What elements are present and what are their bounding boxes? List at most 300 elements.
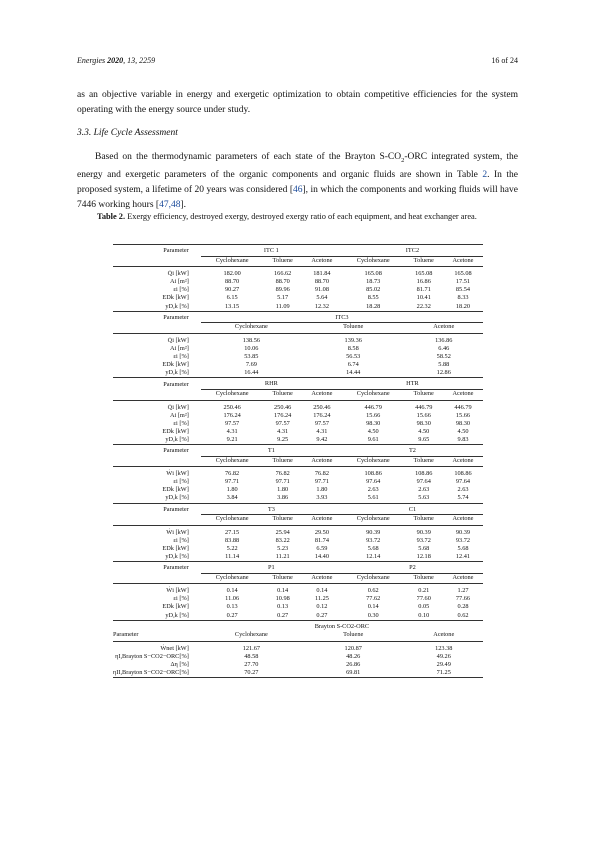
data-cell: 83.22 [275,536,290,544]
data-cell: 9.21 [201,436,264,445]
results-table [113,244,483,678]
table-row [113,620,483,631]
data-cell: 29.50 [314,528,329,536]
group-header: T2 [342,444,483,456]
fluid-header: Toluene [405,573,443,584]
data-cell: 93.72 [366,536,381,544]
data-cell: 5.17 [277,294,289,302]
data-cell: 97.64 [455,478,471,486]
fluid-header: Toluene [263,256,301,267]
data-cell: 48.58 [244,652,259,660]
param-header [113,620,201,631]
data-cell: 25.94 [275,528,290,536]
table-row [113,587,483,595]
table-row [113,503,483,515]
fluid-header: Acetone [443,389,483,400]
fluid-header: Acetone [302,389,342,400]
data-cell: 98.30 [416,419,431,427]
data-cell: 97.57 [314,419,329,427]
table-caption: Table 2. Exergy efficiency, destroyed exergy, destroyed exergy ratio of each equipment, and heat exchanger area. [97,212,477,221]
group-header: RHR [201,378,342,390]
row-label: EDk [kW] [162,603,189,611]
data-cell: 76.82 [225,470,240,478]
data-cell: 76.82 [314,470,329,478]
table-row [113,311,483,323]
data-cell: 4.50 [418,427,430,435]
data-cell: 165.08 [454,270,472,278]
fluid-header: Toluene [302,323,405,334]
data-cell: 4.50 [367,427,379,435]
data-cell: 108.86 [364,470,382,478]
data-cell: 12.86 [405,369,483,378]
data-cell: 12.18 [405,553,443,562]
data-cell: 90.39 [416,528,431,536]
fluid-header: Toluene [263,573,301,584]
table-row [113,428,483,436]
data-cell: 10.41 [416,294,431,302]
table-row [113,470,483,478]
data-cell: 136.86 [435,336,453,344]
data-cell: 9.61 [342,436,405,445]
data-cell: 14.40 [302,553,342,562]
data-cell: 69.81 [302,669,405,678]
data-cell: 1.80 [226,486,238,494]
data-cell: 176.24 [313,411,331,419]
data-cell: 446.79 [454,403,472,411]
table-cell [113,515,201,526]
row-label: εi [%] [173,353,189,361]
data-cell: 120.87 [344,644,362,652]
fluid-header: Acetone [405,631,483,641]
fluid-header: Toluene [302,631,405,641]
data-cell: 8.33 [457,294,469,302]
data-cell: 9.42 [302,436,342,445]
data-cell: 0.28 [457,603,469,611]
param-header: Parameter [163,564,189,572]
data-cell: 89.96 [275,286,290,294]
data-cell: 166.62 [274,270,292,278]
fluid-header: Toluene [263,515,301,526]
row-label: ηII,Brayton S−CO2−ORC[%] [113,669,201,678]
data-cell: 10.06 [244,344,259,352]
table-row [113,553,483,562]
fluid-header: Acetone [443,256,483,267]
body-paragraph: Based on the thermodynamic parameters of each state of the Brayton $S-CO_2$-ORC integrated system, the energy and exergetic parameters of the organic components and organic fluids are shown in Table 2. In the proposed system, a lifetime of 20 years was considered [46], in which the components and working fluids will have 7446 working hours [47,48]. [77,152,518,210]
fluid-header: Cyclohexane [201,323,302,334]
data-cell: 5.64 [316,294,328,302]
data-cell: 77.62 [366,595,381,603]
data-cell: 22.32 [405,303,443,312]
table-row [113,669,483,678]
data-cell: 5.63 [405,494,443,503]
fluid-header: Cyclohexane [201,631,302,641]
data-cell: 97.57 [275,419,290,427]
row-label: yD,k [%] [113,494,201,503]
data-cell: 5.68 [418,544,430,552]
table-row [113,494,483,503]
data-cell: 83.88 [225,536,240,544]
row-label: EDk [kW] [162,544,189,552]
data-cell: 85.02 [366,286,381,294]
data-cell: 6.46 [438,344,450,352]
data-cell: 5.68 [457,544,469,552]
fluid-header: Acetone [302,256,342,267]
fluid-header: Toluene [405,456,443,467]
param-header: Parameter [163,447,189,455]
data-cell: 98.30 [455,419,471,427]
data-cell: 0.14 [367,603,379,611]
data-cell: 4.31 [316,427,328,435]
data-cell: 29.49 [436,661,451,669]
row-label: Q̇i [kW] [167,270,189,278]
data-cell: 91.08 [314,286,329,294]
row-label: yD,k [%] [113,369,201,378]
table-cell [113,573,201,584]
group-header: C1 [342,503,483,515]
table-row [113,420,483,428]
data-cell: 11.25 [314,595,329,603]
fluid-header: Acetone [405,323,483,334]
data-cell: 88.70 [275,278,290,286]
data-cell: 17.51 [455,278,471,286]
data-cell: 0.14 [316,587,328,595]
table-row [113,653,483,661]
data-cell: 5.74 [443,494,483,503]
data-cell: 165.08 [364,270,382,278]
table-row [113,645,483,653]
data-cell: 5.68 [367,544,379,552]
data-cell: 1.80 [277,486,289,494]
data-cell: 0.13 [226,603,238,611]
group-header: ITC3 [201,311,483,323]
group-header: Brayton S-CO2-ORC [314,622,370,630]
group-header: HTR [342,378,483,390]
table-row [113,661,483,669]
row-label: Q̇i [kW] [167,403,189,411]
fluid-header: Cyclohexane [201,515,264,526]
data-cell: 88.70 [314,278,329,286]
table-row [113,545,483,553]
data-cell: 446.79 [364,403,382,411]
group-header: T3 [201,503,342,515]
row-label: yD,k [%] [113,303,201,312]
data-cell: 12.14 [342,553,405,562]
data-cell: 139.36 [344,336,362,344]
data-cell: 165.08 [415,270,433,278]
data-cell: 27.70 [244,661,259,669]
data-cell: 71.25 [405,669,483,678]
table-row [113,562,483,574]
data-cell: 5.22 [226,544,238,552]
data-cell: 1.27 [457,587,469,595]
data-cell: 13.15 [201,303,264,312]
data-cell: 97.71 [314,478,329,486]
data-cell: 15.66 [366,411,381,419]
table-row [113,573,483,584]
table-row [113,270,483,278]
table-cell [113,456,201,467]
data-cell: 77.60 [416,595,431,603]
data-cell: 81.71 [416,286,431,294]
data-cell: 8.55 [367,294,379,302]
data-cell: 11.06 [225,595,240,603]
data-cell: 5.61 [342,494,405,503]
row-label: Ẇi [kW] [166,470,189,478]
data-cell: 70.27 [201,669,302,678]
data-cell: 11.21 [263,553,301,562]
fluid-header: Toluene [405,389,443,400]
row-label: Ai [m²] [169,411,189,419]
data-cell: 176.24 [223,411,241,419]
data-cell: 2.63 [418,486,430,494]
row-label: εi [%] [173,419,189,427]
data-cell: 5.88 [438,361,450,369]
table-row [113,245,483,257]
table-row [113,389,483,400]
group-header: P2 [342,562,483,574]
table-row [113,515,483,526]
fluid-header: Toluene [405,515,443,526]
data-cell: 26.86 [346,661,361,669]
data-cell: 9.83 [443,436,483,445]
row-label: yD,k [%] [113,553,201,562]
data-cell: 0.13 [277,603,289,611]
data-cell: 58.52 [436,353,451,361]
data-cell: 250.46 [274,403,292,411]
fluid-header: Acetone [443,456,483,467]
table-row [113,529,483,537]
table-row [113,412,483,420]
data-cell: 250.46 [313,403,331,411]
data-cell: 18.20 [443,303,483,312]
data-cell: 2.63 [367,486,379,494]
data-cell: 12.41 [443,553,483,562]
data-cell: 6.74 [347,361,359,369]
page-number: 16 of 24 [491,56,518,65]
group-header: P1 [201,562,342,574]
data-cell: 56.53 [346,353,361,361]
param-header: Parameter [163,380,189,388]
row-label: Ẇnet [kW] [160,644,189,652]
row-label: Ẇi [kW] [166,587,189,595]
fluid-header: Acetone [302,456,342,467]
fluid-header: Toluene [263,456,301,467]
param-header: Parameter [163,313,189,321]
data-cell: 88.70 [225,278,240,286]
fluid-header: Cyclohexane [201,573,264,584]
section-title: 3.3. Life Cycle Assessment [77,128,178,138]
data-cell: 98.30 [366,419,381,427]
data-cell: 3.93 [302,494,342,503]
data-cell: 7.69 [245,361,257,369]
data-cell: 8.58 [347,344,359,352]
param-header: Parameter [163,505,189,513]
table-row [113,378,483,390]
citation-link[interactable]: 47,48 [159,199,181,210]
table-cell [113,256,201,267]
data-cell: 0.21 [418,587,430,595]
data-cell: 90.39 [366,528,381,536]
data-cell: 15.66 [455,411,471,419]
table-row [113,478,483,486]
data-cell: 0.12 [316,603,328,611]
table-row [113,278,483,286]
data-cell: 76.82 [275,470,290,478]
table-row [113,612,483,621]
fluid-header: Acetone [443,515,483,526]
table-cell [113,389,201,400]
group-header: ITC 1 [201,245,342,257]
data-cell: 0.27 [302,612,342,621]
data-cell: 0.62 [367,587,379,595]
table-row [113,595,483,603]
data-cell: 93.72 [416,536,431,544]
data-cell: 6.15 [226,294,238,302]
data-cell: 138.56 [242,336,261,344]
data-cell: 0.10 [405,612,443,621]
row-label: yD,k [%] [113,436,201,445]
fluid-header: Cyclohexane [201,456,264,467]
row-label: EDk [kW] [162,486,189,494]
data-cell: 0.27 [201,612,264,621]
fluid-header: Cyclohexane [201,256,264,267]
table-row [113,404,483,412]
data-cell: 0.14 [277,587,289,595]
data-cell: 0.30 [342,612,405,621]
table-row [113,603,483,611]
row-label: Ẇi [kW] [166,528,189,536]
data-cell: 176.24 [274,411,292,419]
data-cell: 2.63 [457,486,469,494]
data-cell: 182.00 [223,270,241,278]
fluid-header: Cyclohexane [342,573,405,584]
row-label: EDk [kW] [162,427,189,435]
data-cell: 97.57 [225,419,240,427]
table-row [113,286,483,294]
table-row [113,294,483,302]
data-cell: 18.73 [366,278,381,286]
data-cell: 3.86 [263,494,301,503]
data-cell: 1.80 [316,486,328,494]
data-cell: 27.15 [225,528,240,536]
data-cell: 11.14 [201,553,264,562]
row-label: Ai [m²] [169,278,189,286]
data-cell: 11.09 [263,303,301,312]
row-label: εi [%] [173,478,189,486]
param-header: Parameter [113,631,201,641]
intro-paragraph: as an objective variable in energy and exergetic optimization to obtain competitive efficiencies for the system operating with the energy source under study. [77,90,518,115]
journal-citation: Energies 2020, 13, 2259 [77,56,156,65]
group-header: T1 [201,444,342,456]
table-row [113,256,483,267]
data-cell: 4.50 [457,427,469,435]
data-cell: 181.84 [313,270,331,278]
fluid-header: Cyclohexane [342,515,405,526]
data-cell: 77.66 [455,595,471,603]
table-row [113,361,483,369]
data-cell: 16.86 [416,278,431,286]
data-cell: 3.84 [201,494,264,503]
data-cell: 97.64 [366,478,381,486]
data-cell: 446.79 [415,403,433,411]
table-row [113,436,483,445]
data-cell: 0.14 [226,587,238,595]
data-cell: 6.59 [316,544,328,552]
data-cell: 97.71 [225,478,240,486]
data-cell: 0.62 [443,612,483,621]
row-label: ηI,Brayton S−CO2−ORC[%] [115,652,189,660]
table-row [113,353,483,361]
data-cell: 53.85 [244,353,259,361]
data-cell: 108.86 [415,470,433,478]
data-cell: 90.39 [455,528,471,536]
table-row [113,337,483,345]
data-cell: 97.71 [275,478,290,486]
table-row [113,323,483,334]
row-label: EDk [kW] [162,294,189,302]
fluid-header: Toluene [405,256,443,267]
data-cell: 16.44 [201,369,302,378]
data-cell: 4.31 [226,427,238,435]
data-cell: 18.28 [342,303,405,312]
row-label: Ai [m²] [169,344,189,352]
table-row [113,303,483,312]
data-cell: 48.26 [346,652,361,660]
data-cell: 90.27 [225,286,240,294]
table-row [113,537,483,545]
row-label: Q̇i [kW] [167,336,189,344]
data-cell: 9.65 [405,436,443,445]
row-label: εi [%] [173,595,189,603]
table-row [113,486,483,494]
fluid-header: Toluene [263,389,301,400]
table-row [113,444,483,456]
data-cell: 10.98 [275,595,290,603]
data-cell: 85.54 [455,286,471,294]
citation-link[interactable]: 46 [293,184,303,195]
fluid-header: Cyclohexane [342,456,405,467]
table-reference-link[interactable]: 2 [482,169,488,180]
param-header: Parameter [113,245,201,257]
data-cell: 9.25 [263,436,301,445]
data-cell: 250.46 [223,403,241,411]
data-cell: 108.86 [454,470,472,478]
row-label: EDk [kW] [162,361,189,369]
data-cell: 97.64 [416,478,431,486]
table-row [113,345,483,353]
fluid-header: Acetone [443,573,483,584]
fluid-header: Acetone [302,515,342,526]
row-label: Δη [%] [170,661,189,669]
fluid-header: Cyclohexane [342,256,405,267]
data-cell: 49.26 [436,652,451,660]
fluid-header: Cyclohexane [342,389,405,400]
param-header [113,323,201,334]
fluid-header: Acetone [302,573,342,584]
data-cell: 123.38 [435,644,453,652]
running-header [77,56,518,65]
table-row [113,631,483,641]
data-cell: 4.31 [277,427,289,435]
data-cell: 12.32 [302,303,342,312]
data-cell: 15.66 [416,411,431,419]
data-cell: 5.23 [277,544,289,552]
data-cell: 14.44 [302,369,405,378]
fluid-header: Cyclohexane [201,389,264,400]
table-row [113,369,483,378]
group-header: ITC2 [342,245,483,257]
data-cell: 121.67 [242,644,261,652]
